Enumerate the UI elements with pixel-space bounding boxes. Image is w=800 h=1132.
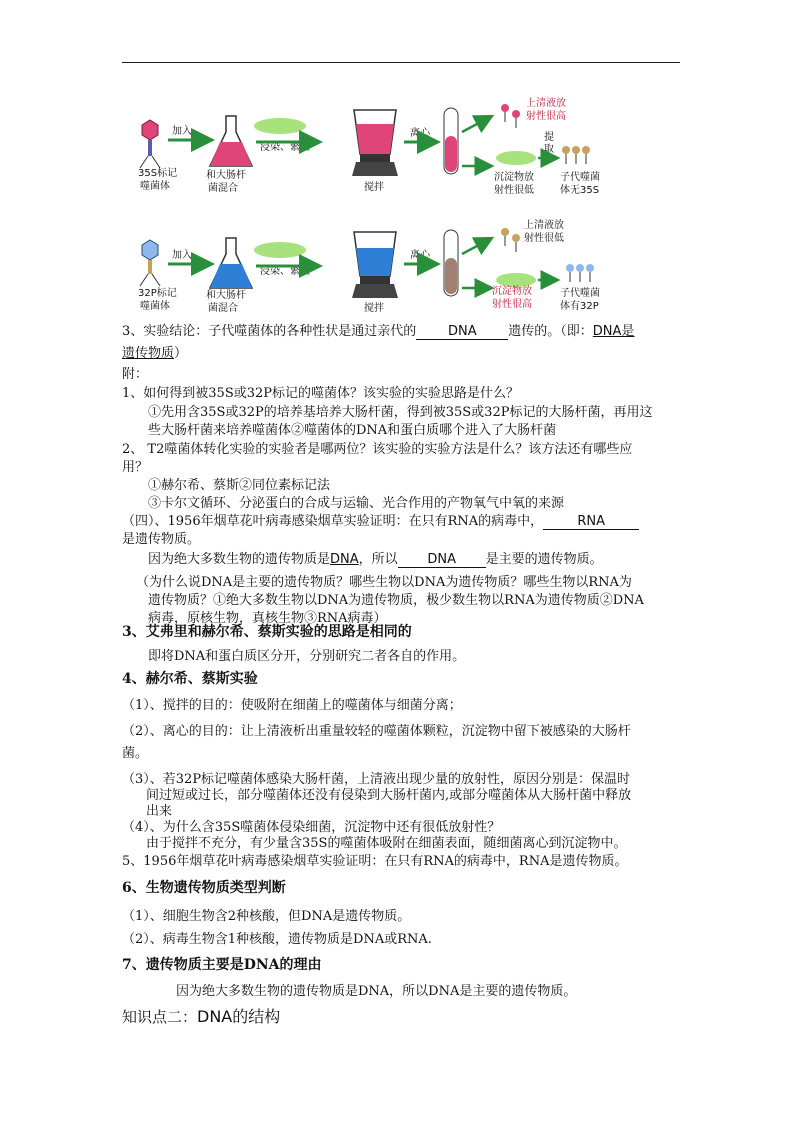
point4-item4-line1: （4）、为什么含35S噬菌体侵染细菌，沉淀物中还有很低放射性？ — [122, 820, 501, 835]
point6-title: 6、生物遗传物质类型判断 — [122, 880, 286, 896]
header-rule — [122, 62, 680, 63]
knowledge-title: DNA的结构 — [197, 1007, 281, 1026]
point3-body: 即将DNA和蛋白质区分开，分别研究二者各自的作用。 — [148, 649, 466, 664]
row1-sediment-label-a: 沉淀物放 — [494, 172, 534, 183]
row1-add-label: 加入 — [172, 126, 192, 137]
hershey-chase-figure — [120, 92, 600, 312]
section4-line3-prefix: 因为绝大多数生物的遗传物质是 — [148, 552, 331, 567]
row2-phage-label-b: 噬菌体 — [140, 301, 170, 312]
row2-add-label: 加入 — [172, 250, 192, 261]
point7-title: 7、遗传物质主要是DNA的理由 — [122, 957, 322, 973]
row1-stir-label: 搅拌 — [364, 182, 384, 193]
section4-line1-blank: RNA — [543, 515, 639, 530]
conclusion-prefix: 3、实验结论：子代噬菌体的各种性状是通过亲代的 — [122, 324, 417, 339]
row2-supernatant-label-a: 上清液放 — [524, 220, 564, 231]
appendix-a1-line2: 些大肠杆菌来培养噬菌体②噬菌体的DNA和蛋白质哪个进入了大肠杆菌 — [148, 423, 557, 438]
row1-progeny-label-a: 子代噬菌 — [560, 172, 600, 183]
row2-flask-icon — [210, 238, 252, 288]
point4-item2-line2: 菌。 — [122, 746, 149, 761]
row1-supernatant-phage-icon — [501, 104, 520, 128]
point4-item3-line1: （3）、若32P标记噬菌体感染大肠杆菌，上清液出现少量的放射性，原因分别是：保温时 — [122, 772, 631, 787]
section4-q-line2: 遗传物质？①绝大多数生物以DNA为遗传物质，极少数生物以RNA为遗传物质②DNA — [148, 593, 644, 608]
row2-blender-icon — [352, 232, 398, 298]
row2-stir-label: 搅拌 — [364, 303, 384, 312]
row1-bacteria-icon — [254, 118, 306, 134]
row2-flask-label-b: 菌混合 — [208, 303, 238, 312]
row2-supernatant-label-b: 射性很低 — [524, 233, 564, 244]
row1-extract-label-a: 提 — [544, 132, 554, 143]
row2-progeny-label-a: 子代噬菌 — [560, 288, 600, 299]
row1-infect-label: 浸染、繁殖 — [260, 142, 310, 153]
row1-extract-label-b: 取 — [544, 144, 554, 155]
appendix-a2-line2: ③卡尔文循环、分泌蛋白的合成与运输、光合作用的产物氧气中氧的来源 — [148, 496, 565, 511]
row2-tube-icon — [444, 230, 458, 296]
row2-supernatant-phage-icon — [501, 228, 520, 252]
row1-sediment-label-b: 射性很低 — [494, 185, 534, 196]
section4-line1 — [122, 510, 639, 530]
appendix-q2-line1: 2、 T2噬菌体转化实验的实验者是哪两位？该实验的实验方法是什么？该方法还有哪些应 — [122, 442, 633, 457]
row1-blender-icon — [352, 110, 398, 176]
conclusion-suffix: 遗传的。（即： — [508, 324, 593, 339]
row1-supernatant-label-b: 射性很高 — [526, 111, 566, 122]
row2-progeny-phage-icon — [566, 264, 594, 282]
point6-item2: （2）、病毒生物含1种核酸，遗传物质是DNA或RNA. — [122, 932, 432, 947]
row2-sediment-label-a: 沉淀物放 — [492, 286, 532, 297]
row1-phage-label-b: 噬菌体 — [140, 181, 170, 192]
row1-sediment-bacteria-icon — [496, 151, 536, 165]
row1-supernatant-label-a: 上清液放 — [526, 98, 566, 109]
row1-phage-icon — [140, 120, 160, 168]
point4-item3-line2: 间过短或过长，部分噬菌体还没有侵染到大肠杆菌内,或部分噬菌体从大肠杆菌中释放 — [146, 788, 632, 803]
conclusion-note2: 遗传物质 — [122, 346, 175, 361]
knowledge-prefix: 知识点二： — [122, 1008, 198, 1026]
appendix-q2-line2: 用？ — [122, 460, 149, 475]
row2-flask-label-a: 和大肠杆 — [206, 290, 246, 301]
point5: 5、1956年烟草花叶病毒感染烟草实验证明：在只有RNA的病毒中，RNA是遗传物质。 — [122, 854, 628, 869]
section4-q-line3: 病毒，原核生物，真核生物③RNA病毒） — [148, 611, 387, 626]
row2-progeny-label-b: 体有32P — [560, 301, 599, 312]
row1-flask-label-b: 菌混合 — [208, 183, 238, 194]
point4-item4-line2: 由于搅拌不充分，有少量含35S的噬菌体吸附在细菌表面，随细菌离心到沉淀物中。 — [146, 836, 627, 851]
row2-phage-label-a: 32P标记 — [138, 288, 177, 299]
section4-line3-suffix: 是主要的遗传物质。 — [485, 552, 603, 567]
conclusion-blank: DNA — [416, 325, 508, 340]
appendix-a2-line1: ①赫尔希、蔡斯②同位素标记法 — [148, 478, 331, 493]
section4-line3-mid: ，所以 — [358, 552, 398, 567]
appendix-a1-line1: ①先用含35S或32P的培养基培养大肠杆菌，得到被35S或32P标记的大肠杆菌，再用这 — [148, 405, 653, 420]
section4-line3-dna: DNA — [330, 552, 359, 567]
row1-flask-icon — [210, 116, 252, 166]
row1-phage-label-a: 35S标记 — [138, 168, 178, 179]
point4-title: 4、赫尔希、蔡斯实验 — [122, 671, 258, 687]
row1-progeny-phage-icon — [562, 146, 590, 164]
row2-sediment-bacteria-icon — [496, 273, 536, 287]
conclusion-line — [122, 320, 634, 340]
section4-line1-prefix: （四）、1956年烟草花叶病毒感染烟草实验证明：在只有RNA的病毒中， — [122, 514, 544, 529]
row2-centrifuge-label: 离心 — [410, 250, 430, 261]
section4-q-line1: （为什么说DNA是主要的遗传物质？哪些生物以DNA为遗传物质？哪些生物以RNA为 — [136, 575, 632, 590]
row1-centrifuge-label: 离心 — [410, 128, 430, 139]
point4-item2-line1: （2）、离心的目的：让上清液析出重量较轻的噬菌体颗粒，沉淀物中留下被感染的大肠杆 — [122, 724, 631, 739]
point3-title: 3、艾弗里和赫尔希、蔡斯实验的思路是相同的 — [122, 624, 412, 640]
section4-line3 — [148, 548, 603, 568]
row1-flask-label-a: 和大肠杆 — [206, 170, 246, 181]
point7-body: 因为绝大多数生物的遗传物质是DNA，所以DNA是主要的遗传物质。 — [176, 984, 577, 999]
conclusion-close: ） — [174, 346, 188, 361]
conclusion-note: DNA是 — [592, 324, 635, 339]
point4-item1: （1）、搅拌的目的：使吸附在细菌上的噬菌体与细菌分离； — [122, 698, 462, 713]
row2-bacteria-icon — [254, 242, 306, 258]
row1-tube-icon — [444, 108, 458, 174]
appendix-label: 附： — [122, 367, 149, 382]
row2-sediment-label-b: 射性很高 — [492, 299, 532, 310]
point6-item1: （1）、细胞生物含2种核酸，但DNA是遗传物质。 — [122, 909, 411, 924]
row2-phage-icon — [140, 240, 160, 286]
point4-item3-line3: 出来 — [146, 804, 173, 819]
conclusion-line2 — [122, 342, 187, 361]
row1-progeny-label-b: 体无35S — [560, 185, 600, 196]
appendix-q1: 1、如何得到被35S或32P标记的噬菌体？该实验的实验思路是什么？ — [122, 386, 520, 401]
row2-infect-label: 浸染、繁殖 — [260, 266, 310, 277]
knowledge-heading — [122, 1004, 280, 1027]
section4-line3-blank: DNA — [398, 553, 486, 568]
section4-line2: 是遗传物质。 — [122, 532, 201, 547]
